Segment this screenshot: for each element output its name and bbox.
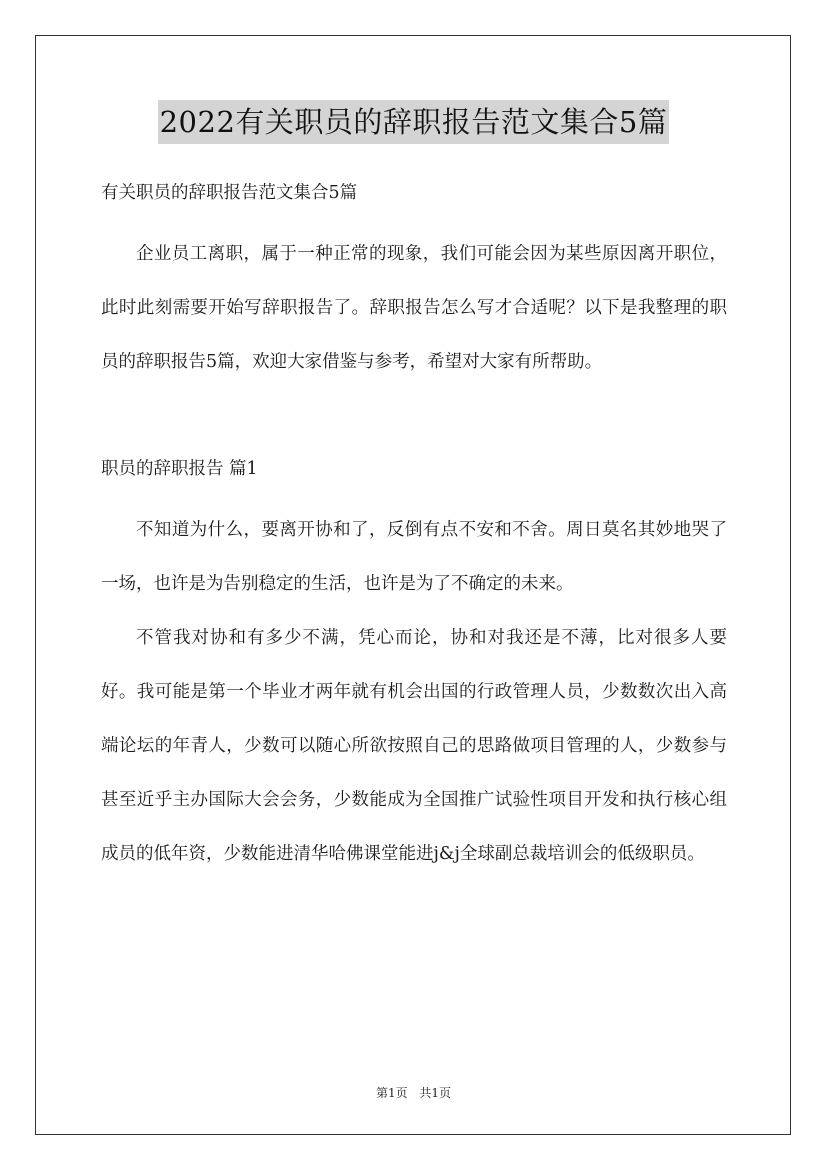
section-spacer xyxy=(101,389,727,449)
page-number: 第1页 xyxy=(375,1086,408,1100)
body-paragraph-1: 不知道为什么，要离开协和了，反倒有点不安和不舍。周日莫名其妙地哭了一场，也许是为告别稳定的生活，也许是为了不确定的未来。 xyxy=(101,520,727,594)
page-footer xyxy=(0,1084,827,1101)
document-subtitle: 有关职员的辞职报告范文集合5篇 xyxy=(101,183,358,203)
section-heading: 职员的辞职报告 篇1 xyxy=(101,459,258,479)
title-container xyxy=(0,100,827,144)
document-title: 2022有关职员的辞职报告范文集合5篇 xyxy=(158,100,670,144)
document-body xyxy=(101,173,727,881)
intro-paragraph: 企业员工离职，属于一种正常的现象，我们可能会因为某些原因离开职位，此时此刻需要开始写辞职报告了。辞职报告怎么写才合适呢？以下是我整理的职员的辞职报告5篇，欢迎大家借鉴与参考，希望对大家有所帮助。 xyxy=(101,244,727,372)
page-total: 共1页 xyxy=(419,1086,452,1100)
body-paragraph-2: 不管我对协和有多少不满，凭心而论，协和对我还是不薄，比对很多人要好。我可能是第一个毕业才两年就有机会出国的行政管理人员，少数数次出入高端论坛的年青人，少数可以随心所欲按照自己的思路做项目管理的人，少数参与甚至近乎主办国际大会会务，少数能成为全国推广试验性项目开发和执行核心组成员的低年资，少数能进清华哈佛课堂能进j&j全球副总裁培训会的低级职员。 xyxy=(101,628,727,864)
